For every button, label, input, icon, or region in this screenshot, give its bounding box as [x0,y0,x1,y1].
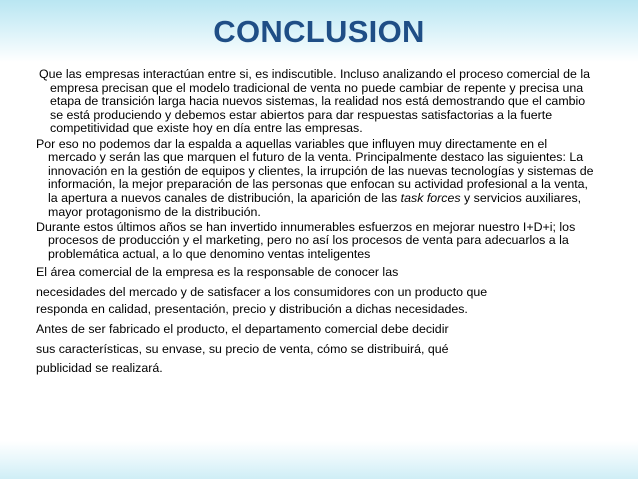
paragraph-2 [36,138,598,220]
slide-title: CONCLUSION [213,14,425,49]
paragraph-4 [36,263,598,317]
paragraph-4-line-3: responda en calidad, presentación, precio y distribución a dichas necesidades. [36,302,468,317]
paragraph-4-line-1: El área comercial de la empresa es la responsable de conocer las [36,265,399,280]
paragraph-2-italic: task forces [400,190,461,205]
paragraph-1: Que las empresas interactúan entre si, es indiscutible. Incluso analizando el proceso comercial de la empresa precisan que el modelo tradicional de venta no puede cambiar de repente y precisa una etapa de transición larga hacia nuevos sistemas, la realidad nos está demostrando que el cambio se está produciendo y debemos estar abiertos para dar respuestas satisfactorias a la fuerte competitividad que existe hoy en día entre las empresas. [39,67,590,136]
paragraph-4-line-2: necesidades del mercado y de satisfacer a los consumidores con un producto que [36,284,488,299]
bottom-decoration-band [0,441,638,479]
paragraph-2-text-a: Por eso no podemos dar la espalda a aquellas variables que influyen muy directamente en el mercado y serán las que marquen el futuro de la venta. Principalmente destaco las siguientes: La innovación en la gestión de equipos y clientes, la irrupción de las nuevas tecnologías y sistemas de información, la mejor preparación de las personas que enfocan su actividad profesional a la venta, la apertura a nuevos canales de distribución, la aparición de las [36,136,594,205]
paragraph-5-line-2: sus características, su envase, su precio de venta, cómo se distribuirá, qué [36,341,449,356]
paragraph-5-line-1: Antes de ser fabricado el producto, el departamento comercial debe decidir [36,322,449,337]
paragraph-2-text-b: y servicios auxiliares, mayor protagonismo de la distribución. [48,190,582,219]
paragraph-5-line-3: publicidad se realizará. [36,361,163,376]
paragraph-3: Durante estos últimos años se han invertido innumerables esfuerzos en mejorar nuestro I+D+i; los procesos de producción y el marketing, pero no así los procesos de venta para adecuarlos a la problemática actual, a lo que denomino ventas inteligentes [36,219,576,261]
paragraph-5 [36,320,598,379]
slide-body [36,68,598,379]
